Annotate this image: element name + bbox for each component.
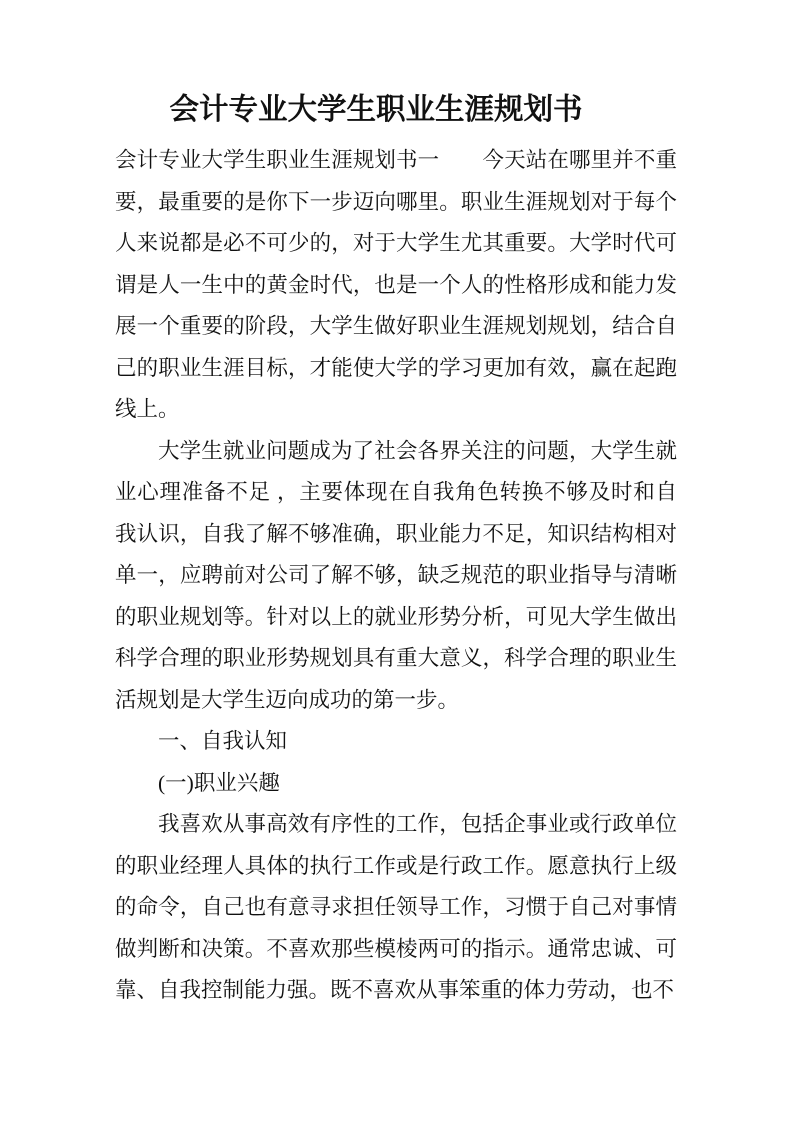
heading-self-awareness: 一、自我认知: [158, 729, 288, 753]
document-title: 会计专业大学生职业生涯规划书: [169, 94, 583, 126]
paragraph-career-interest: 我喜欢从事高效有序性的工作，包括企事业或行政单位的职业经理人具体的执行工作或是行政工作。愿意执行上级的命令，自己也有意寻求担任领导工作，习惯于自己对事情做判断和决策。不喜欢那些模棱两可的指示。通常忠诚、可靠、自我控制能力强。既不喜欢从事笨重的体力劳动，也不: [115, 812, 677, 1002]
paragraph-intro: 会计专业大学生职业生涯规划书一 今天站在哪里并不重要，最重要的是你下一步迈向哪里。职业生涯规划对于每个人来说都是必不可少的，对于大学生尤其重要。大学时代可谓是人一生中的黄金时代，也是一个人的性格形成和能力发展一个重要的阶段，大学生做好职业生涯规划规划，结合自己的职业生涯目标，才能使大学的学习更加有效，赢在起跑线上。: [115, 148, 677, 421]
heading-career-interest: (一)职业兴趣: [158, 770, 280, 795]
paragraph-employment-situation: 大学生就业问题成为了社会各界关注的问题，大学生就业心理准备不足 ，主要体现在自我角色转换不够及时和自我认识，自我了解不够准确，职业能力不足，知识结构相对单一，应聘前对公司了解不够，缺乏规范的职业指导与清晰的职业规划等。针对以上的就业形势分析，可见大学生做出科学合理的职业形势规划具有重大意义，科学合理的职业生活规划是大学生迈向成功的第一步。: [115, 438, 677, 712]
